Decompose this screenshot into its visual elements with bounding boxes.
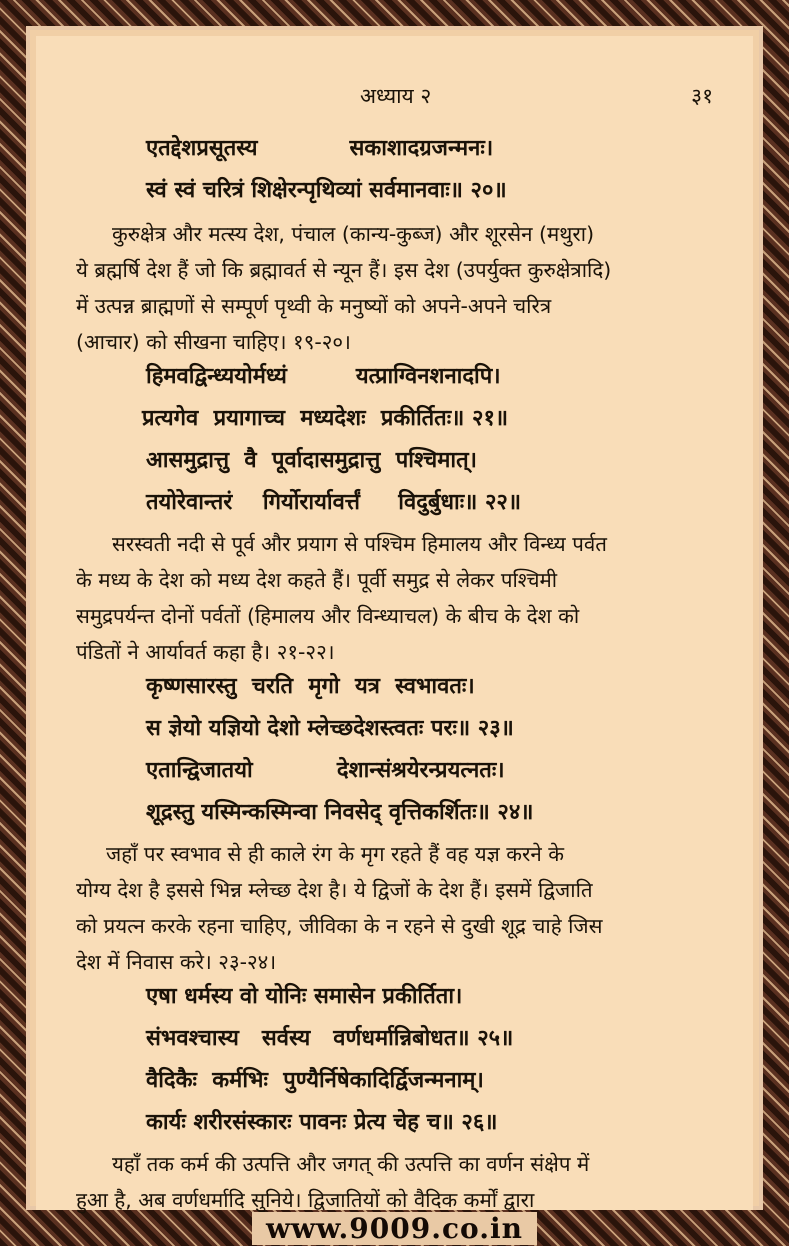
verse-line: एतद्देशप्रसूतस्य सकाशादग्रजन्मनः।	[146, 136, 494, 161]
verse-line: प्रत्यगेव प्रयागाच्च मध्यदेशः प्रकीर्तितः॥ २१॥	[142, 406, 509, 431]
commentary-paragraph	[76, 216, 736, 360]
paragraph-line: समुद्रपर्यन्त दोनों पर्वतों (हिमालय और विन्ध्याचल) के बीच के देश को	[76, 604, 580, 628]
verse-line: एषा धर्मस्य वो योनिः समासेन प्रकीर्तिता।	[146, 984, 463, 1009]
paragraph-line: जहाँ पर स्वभाव से ही काले रंग के मृग रहते हैं वह यज्ञ करने के	[106, 842, 565, 866]
verse-line: स्वं स्वं चरित्रं शिक्षेरन्पृथिव्यां सर्वमानवाः॥ २०॥	[146, 178, 507, 203]
paragraph-line: कुरुक्षेत्र और मत्स्य देश, पंचाल (कान्य-कुब्ज) और शूरसेन (मथुरा)	[112, 222, 595, 246]
verse-line: संभवश्चास्य सर्वस्य वर्णधर्मान्निबोधत॥ २५॥	[146, 1026, 514, 1051]
footer	[0, 1210, 789, 1246]
paragraph-line: (आचार) को सीखना चाहिए। १९-२०।	[76, 330, 351, 354]
commentary-paragraph	[76, 836, 736, 980]
commentary-paragraph	[76, 1146, 736, 1218]
verse-line: हिमवद्विन्ध्ययोर्मध्यं यत्प्राग्विनशनादपि।	[146, 364, 501, 389]
commentary-paragraph	[76, 526, 736, 670]
paragraph-line: सरस्वती नदी से पूर्व और प्रयाग से पश्चिम हिमालय और विन्ध्य पर्वत	[112, 532, 607, 556]
verse-line: एतान्द्विजातयो देशान्संश्रयेरन्प्रयत्नतः।	[146, 758, 505, 783]
paragraph-line: योग्य देश है इससे भिन्न म्लेच्छ देश है। ये द्विजों के देश हैं। इसमें द्विजाति	[76, 878, 593, 902]
verse-line: कृष्णसारस्तु चरति मृगो यत्र स्वभावतः।	[146, 674, 475, 699]
paragraph-line: हुआ है, अब वर्णधर्मादि सुनिये। द्विजातियों को वैदिक कर्मों द्वारा	[76, 1188, 535, 1212]
verse-line: शूद्रस्तु यस्मिन्कस्मिन्वा निवसेद् वृत्तिकर्शितः॥ २४॥	[146, 800, 534, 825]
verse-line: आसमुद्रात्तु वै पूर्वादासमुद्रात्तु पश्चिमात्।	[146, 448, 477, 473]
verse-line: कार्यः शरीरसंस्कारः पावनः प्रेत्य चेह च॥ २६॥	[146, 1110, 498, 1135]
book-page	[36, 36, 753, 1210]
website-url: www.9009.co.in	[252, 1212, 537, 1245]
paragraph-line: को प्रयत्न करके रहना चाहिए, जीविका के न रहने से दुखी शूद्र चाहे जिस	[76, 914, 603, 938]
paragraph-line: में उत्पन्न ब्राह्मणों से सम्पूर्ण पृथ्वी के मनुष्यों को अपने-अपने चरित्र	[76, 294, 552, 318]
paragraph-line: के मध्य के देश को मध्य देश कहते हैं। पूर्वी समुद्र से लेकर पश्चिमी	[76, 568, 558, 592]
page-number: ३१	[691, 84, 713, 108]
paragraph-line: पंडितों ने आर्यावर्त कहा है। २१-२२।	[76, 640, 335, 664]
paragraph-line: देश में निवास करे। २३-२४।	[76, 950, 277, 974]
verse-line: स ज्ञेयो यज्ञियो देशो म्लेच्छदेशस्त्वतः परः॥ २३॥	[146, 716, 514, 741]
verse-line: तयोरेवान्तरं गिर्योरार्यावर्त्तं विदुर्बुधाः॥ २२॥	[146, 490, 522, 515]
verse-line: वैदिकैः कर्मभिः पुण्यैर्निषेकादिर्द्विजन्मनाम्।	[146, 1068, 484, 1093]
chapter-heading: अध्याय २	[360, 84, 432, 108]
paragraph-line: यहाँ तक कर्म की उत्पत्ति और जगत् की उत्पत्ति का वर्णन संक्षेप में	[112, 1152, 590, 1176]
paragraph-line: ये ब्रह्मर्षि देश हैं जो कि ब्रह्मावर्त से न्यून हैं। इस देश (उपर्युक्त कुरुक्षेत्रादि)	[76, 258, 612, 282]
